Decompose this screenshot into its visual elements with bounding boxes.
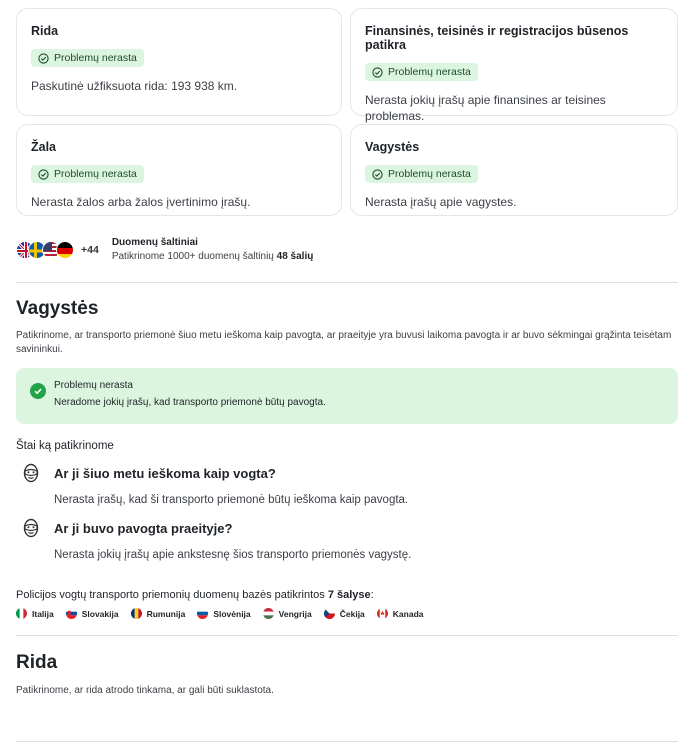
country-slovakia (66, 608, 119, 619)
thief-mask-icon (20, 517, 42, 539)
card-mileage[interactable] (16, 8, 342, 116)
police-databases-text (16, 589, 374, 601)
card-damage[interactable] (16, 124, 342, 216)
sources-subtitle-text: Patikrinome 1000+ duomenų šaltinių (111, 251, 274, 262)
status-text: Neradome jokių įrašų, kad transporto priemonė būtų pavogta. (54, 397, 326, 408)
country-italy (16, 608, 54, 619)
card-finance-legal[interactable] (350, 8, 678, 123)
question-title: Ar ji buvo pavogta praeityje? (54, 520, 233, 536)
country-list (16, 608, 424, 619)
question-answer: Nerasta jokių įrašų apie ankstesnę šios transporto priemonės vagystę. (54, 549, 412, 561)
sources-countries-count: 48 šalių (276, 251, 314, 262)
country-romania (131, 608, 186, 619)
card-text: Nerasta įrašų apie vagystes. (365, 194, 517, 209)
country-label: Čekija (339, 608, 365, 619)
check-circle-icon (372, 169, 383, 180)
check-circle-icon (38, 53, 49, 64)
status-badge-label: Problemų nerasta (388, 66, 471, 78)
question-item (16, 462, 676, 506)
summary-cards (16, 8, 678, 216)
card-title: Vagystės (365, 140, 420, 154)
question-title: Ar ji šiuo metu ieškoma kaip vogta? (54, 465, 276, 481)
police-text: Policijos vogtų transporto priemonių duomenų bazės patikrintos (16, 589, 325, 601)
section-divider (16, 741, 678, 742)
police-colon: : (370, 589, 374, 601)
thief-mask-icon (20, 462, 42, 484)
country-label: Slovėnija (213, 608, 251, 619)
section-divider (16, 635, 678, 636)
country-canada (377, 608, 424, 619)
country-hungary (263, 608, 312, 619)
theft-status-box (16, 368, 678, 424)
status-badge (365, 63, 478, 81)
card-text: Nerasta jokių įrašų apie finansines ar teisines problemas. (365, 92, 606, 123)
card-text: Paskutinė užfiksuota rida: 193 938 km. (31, 78, 238, 93)
status-body (54, 380, 326, 412)
question-answer: Nerasta įrašų, kad ši transporto priemonė būtų ieškoma kaip pavogta. (54, 494, 409, 506)
status-badge-label: Problemų nerasta (54, 52, 137, 64)
sources-title: Duomenų šaltiniai (111, 237, 198, 248)
country-label: Rumunija (146, 608, 186, 619)
mileage-heading: Rida (16, 652, 58, 673)
canada-flag-icon (377, 608, 388, 619)
theft-heading: Vagystės (16, 298, 99, 319)
status-badge (31, 165, 144, 183)
romania-flag-icon (131, 608, 142, 619)
card-title: Žala (31, 140, 57, 154)
country-label: Vengrija (278, 608, 312, 619)
data-sources (16, 237, 313, 262)
germany-flag-icon (56, 241, 74, 259)
status-title: Problemų nerasta (54, 380, 133, 391)
theft-description: Patikrinome, ar transporto priemonė šiuo metu ieškoma kaip pavogta, ar praeityje yra buvusi laikoma pavogta ir ar buvo sėkmingai grąžinta teisėtam savininkui. (16, 330, 672, 355)
hungary-flag-icon (263, 608, 274, 619)
question-item (16, 517, 676, 561)
flag-stack (16, 240, 74, 260)
checked-title: Štai ką patikrinome (16, 440, 114, 452)
card-title: Rida (31, 24, 59, 38)
czechia-flag-icon (324, 608, 335, 619)
card-theft[interactable] (350, 124, 678, 216)
card-text: Nerasta žalos arba žalos įvertinimo įrašų. (31, 194, 251, 209)
status-badge-label: Problemų nerasta (54, 168, 137, 180)
country-label: Slovakija (81, 608, 119, 619)
country-slovenia (197, 608, 250, 619)
check-circle-icon (38, 169, 49, 180)
extra-sources-count: +44 (81, 243, 99, 256)
check-circle-filled-icon (30, 383, 46, 399)
card-title: Finansinės, teisinės ir registracijos būsenos patikra (365, 24, 629, 52)
status-badge (31, 49, 144, 67)
country-czechia (324, 608, 365, 619)
sources-subtitle (112, 251, 314, 262)
slovakia-flag-icon (66, 608, 77, 619)
country-label: Kanada (392, 608, 424, 619)
check-circle-icon (372, 67, 383, 78)
mileage-description: Patikrinome, ar rida atrodo tinkama, ar gali būti suklastota. (16, 685, 274, 696)
country-label: Italija (32, 608, 54, 619)
status-badge (365, 165, 478, 183)
sources-text (112, 237, 314, 262)
slovenia-flag-icon (197, 608, 208, 619)
status-badge-label: Problemų nerasta (388, 168, 471, 180)
police-count: 7 šalyse (327, 589, 371, 601)
italy-flag-icon (16, 608, 27, 619)
section-divider (16, 282, 678, 283)
